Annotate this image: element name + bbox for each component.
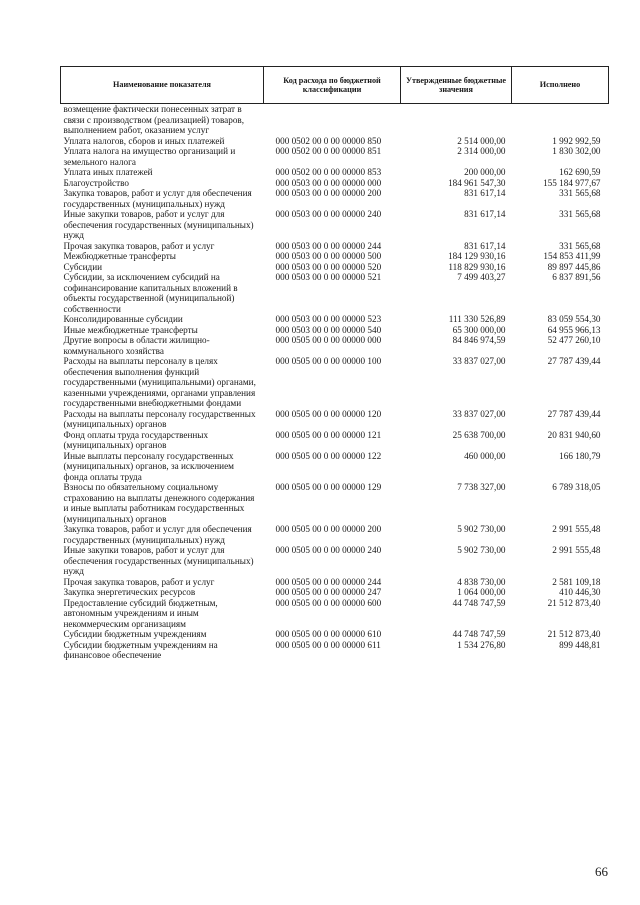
row-approved: 831 617,14: [464, 209, 506, 219]
row-code: 000 0505 00 0 00 00000 610: [275, 629, 382, 639]
table-row: [61, 545, 609, 577]
table-row: [61, 577, 609, 588]
row-executed: 331 565,68: [559, 209, 601, 219]
row-name: Иные закупки товаров, работ и услуг для обеспечения государственных (муниципальных) нужд: [63, 209, 254, 240]
row-approved: 84 846 974,59: [452, 335, 506, 345]
row-approved: 118 829 930,16: [448, 261, 506, 272]
row-code: 000 0502 00 0 00 00000 853: [275, 167, 382, 177]
page-number: 66: [595, 864, 608, 879]
row-name: Закупка энергетических ресурсов: [63, 587, 196, 597]
table-row: [61, 262, 609, 273]
row-code: 000 0503 00 0 00 00000 540: [275, 324, 382, 335]
row-executed: 899 448,81: [559, 639, 601, 650]
row-executed: 83 059 554,30: [547, 314, 601, 324]
row-approved: 184 961 547,30: [448, 177, 506, 188]
row-name: Предоставление субсидий бюджетным, автономным учреждениям и иным некоммерческим организациям: [63, 597, 218, 629]
table-row: [61, 251, 609, 262]
budget-execution-table: [60, 66, 609, 661]
table-row: [61, 209, 609, 241]
table-row: [61, 640, 609, 661]
header-name: Наименование показателя: [61, 67, 264, 104]
row-executed: 2 581 109,18: [552, 576, 601, 587]
row-code: 000 0505 00 0 00 00000 120: [275, 408, 382, 419]
table-row: [61, 430, 609, 451]
row-approved: 1 534 276,80: [457, 639, 506, 650]
row-name: Закупка товаров, работ и услуг для обеспечения государственных (муниципальных) нужд: [63, 188, 252, 209]
row-code: 000 0505 00 0 00 00000 611: [275, 639, 381, 650]
row-name: Уплата налога на имущество организаций и земельного налога: [63, 146, 236, 167]
row-name: Благоустройство: [63, 177, 129, 188]
row-code: 000 0503 00 0 00 00000 521: [275, 272, 382, 282]
row-code: [264, 104, 401, 136]
row-executed: 21 512 873,40: [547, 597, 601, 608]
row-approved: 831 617,14: [464, 188, 506, 198]
row-code: 000 0505 00 0 00 00000 121: [275, 429, 382, 440]
table-row: [61, 136, 609, 147]
table-row: [61, 241, 609, 252]
row-code: 000 0503 00 0 00 00000 200: [275, 188, 382, 198]
row-executed: 154 853 411,99: [543, 251, 601, 261]
row-code: 000 0505 00 0 00 00000 129: [275, 482, 382, 492]
row-name: Иные межбюджетные трансферты: [63, 324, 198, 335]
row-name: возмещение фактически понесенных затрат в связи с производством (реализацией) товаров, выполнением работ, оказанием услуг: [63, 104, 245, 135]
row-executed: 331 565,68: [559, 188, 601, 198]
row-approved: 460 000,00: [464, 450, 506, 461]
row-executed: 27 787 439,44: [547, 408, 601, 419]
row-name: Прочая закупка товаров, работ и услуг: [63, 240, 215, 251]
row-executed: 2 991 555,48: [552, 524, 601, 534]
row-executed: 89 897 445,86: [547, 261, 601, 272]
table-row: [61, 314, 609, 325]
row-approved: 7 499 403,27: [457, 272, 506, 282]
row-code: 000 0505 00 0 00 00000 200: [275, 524, 382, 534]
row-name: Консолидированные субсидии: [63, 314, 183, 324]
header-approved: Утвержденные бюджетные значения: [401, 67, 512, 104]
row-approved: 7 738 327,00: [457, 482, 506, 492]
table-row: [61, 335, 609, 356]
table-row: [61, 598, 609, 630]
row-executed: 27 787 439,44: [547, 356, 601, 366]
table-row: [61, 188, 609, 209]
row-executed: 1 830 302,00: [552, 146, 601, 156]
row-executed: 166 180,79: [559, 450, 601, 461]
row-name: Субсидии бюджетным учреждениям на финансовое обеспечение: [63, 639, 218, 660]
row-code: 000 0505 00 0 00 00000 100: [275, 356, 382, 366]
row-approved: 5 902 730,00: [457, 545, 506, 555]
row-approved: 33 837 027,00: [452, 356, 506, 366]
table-row: [61, 482, 609, 524]
row-name: Уплата налогов, сборов и иных платежей: [63, 135, 225, 146]
table-body: [61, 104, 609, 661]
table-row: [61, 167, 609, 178]
row-code: 000 0505 00 0 00 00000 240: [275, 545, 382, 555]
row-approved: 65 300 000,00: [452, 324, 506, 335]
row-code: 000 0505 00 0 00 00000 000: [275, 335, 382, 345]
row-approved: 200 000,00: [464, 167, 506, 177]
row-approved: [401, 104, 512, 136]
table-row: [61, 178, 609, 189]
row-approved: 44 748 747,59: [452, 629, 506, 639]
row-approved: 33 837 027,00: [452, 408, 506, 419]
table-header: [61, 67, 609, 104]
row-approved: 831 617,14: [464, 240, 506, 251]
row-approved: 44 748 747,59: [452, 597, 506, 608]
row-approved: 184 129 930,16: [448, 251, 506, 261]
row-name: Взносы по обязательному социальному страхованию на выплаты денежного содержания и иные выплаты работникам государственных (муниципальных) органов: [63, 482, 255, 524]
table-row: [61, 629, 609, 640]
row-name: Межбюджетные трансферты: [63, 251, 176, 261]
row-name: Расходы на выплаты персоналу в целях обеспечения выполнения функций государственными (муниципальными) органами, казенными учреждениями, органами управления государственными внебюджетными фондами: [63, 356, 256, 408]
table-row: [61, 524, 609, 545]
row-executed: 331 565,68: [559, 240, 601, 251]
row-executed: 20 831 940,60: [547, 429, 601, 440]
row-code: 000 0503 00 0 00 00000 240: [275, 209, 382, 219]
row-code: 000 0505 00 0 00 00000 600: [275, 597, 382, 608]
row-code: 000 0505 00 0 00 00000 122: [275, 450, 382, 461]
row-code: 000 0503 00 0 00 00000 523: [275, 314, 382, 324]
row-executed: 52 477 260,10: [547, 335, 601, 345]
table-row: [61, 409, 609, 430]
row-approved: 1 064 000,00: [457, 587, 506, 597]
table-row: [61, 587, 609, 598]
row-code: 000 0502 00 0 00 00000 851: [275, 146, 382, 156]
row-approved: 25 638 700,00: [452, 429, 506, 440]
row-executed: 6 837 891,56: [552, 272, 601, 282]
table-row: [61, 356, 609, 409]
row-name: Иные выплаты персоналу государственных (муниципальных) органов, за исключением фонда оплаты труда: [63, 450, 234, 482]
row-name: Уплата иных платежей: [63, 167, 153, 177]
row-approved: 2 514 000,00: [457, 135, 506, 146]
row-executed: 6 789 318,05: [552, 482, 601, 492]
row-executed: 162 690,59: [559, 167, 601, 177]
header-code: Код расхода по бюджетной классификации: [264, 67, 401, 104]
row-executed: 2 991 555,48: [552, 545, 601, 555]
row-code: 000 0503 00 0 00 00000 500: [275, 251, 382, 261]
table-row: [61, 146, 609, 167]
row-code: 000 0503 00 0 00 00000 520: [275, 261, 382, 272]
row-name: Субсидии, за исключением субсидий на софинансирование капитальных вложений в объекты государственной (муниципальной) собственности: [63, 272, 238, 314]
row-approved: 5 902 730,00: [457, 524, 506, 534]
row-name: Закупка товаров, работ и услуг для обеспечения государственных (муниципальных) нужд: [63, 524, 252, 545]
row-code: 000 0502 00 0 00 00000 850: [275, 135, 382, 146]
row-executed: 1 992 992,59: [552, 135, 601, 146]
row-executed: 64 955 966,13: [547, 324, 601, 335]
row-approved: 4 838 730,00: [457, 576, 506, 587]
table-row: [61, 272, 609, 314]
row-name: Другие вопросы в области жилищно-коммунального хозяйства: [63, 335, 210, 356]
row-approved: 111 330 526,89: [448, 314, 506, 324]
row-executed: 21 512 873,40: [547, 629, 601, 639]
table-row: [61, 451, 609, 483]
row-executed: [512, 104, 609, 136]
row-name: Прочая закупка товаров, работ и услуг: [63, 576, 215, 587]
row-code: 000 0505 00 0 00 00000 244: [275, 576, 382, 587]
row-name: Субсидии бюджетным учреждениям: [63, 629, 207, 639]
row-name: Фонд оплаты труда государственных (муниципальных) органов: [63, 429, 209, 450]
row-name: Иные закупки товаров, работ и услуг для обеспечения государственных (муниципальных) нужд: [63, 545, 254, 576]
row-executed: 155 184 977,67: [543, 177, 601, 188]
row-name: Субсидии: [63, 261, 103, 272]
row-code: 000 0505 00 0 00 00000 247: [275, 587, 382, 597]
row-executed: 410 446,30: [559, 587, 601, 597]
row-name: Расходы на выплаты персоналу государственных (муниципальных) органов: [63, 408, 256, 429]
table-row: [61, 104, 609, 136]
row-code: 000 0503 00 0 00 00000 000: [275, 177, 382, 188]
row-approved: 2 314 000,00: [457, 146, 506, 156]
header-executed: Исполнено: [512, 67, 609, 104]
row-code: 000 0503 00 0 00 00000 244: [275, 240, 382, 251]
table-row: [61, 325, 609, 336]
